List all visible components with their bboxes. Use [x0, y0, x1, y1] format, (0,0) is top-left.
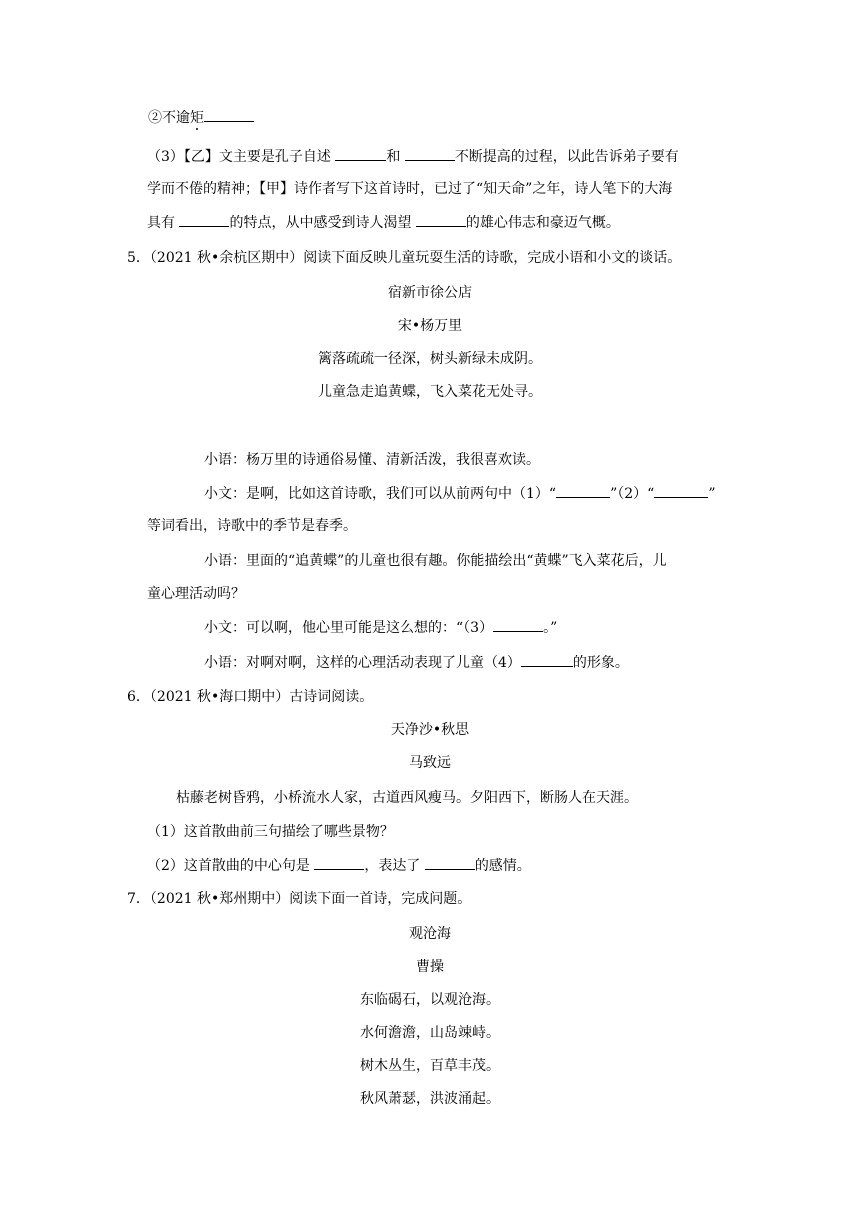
text-segment: ，表达了	[364, 858, 425, 874]
q6-poem-author: 马致远	[409, 755, 451, 771]
answer-blank[interactable]	[556, 483, 610, 498]
text-segment: 的感情。	[474, 858, 531, 874]
text-segment: 不断提高的过程，以此告诉弟子要有	[454, 149, 679, 165]
q7-poem-line-4: 秋风萧瑟，洪波涌起。	[360, 1091, 500, 1107]
q7-poem-line-2: 水何澹澹，山岛竦峙。	[360, 1025, 500, 1041]
q6-poem-title: 天净沙•秋思	[390, 722, 470, 738]
q5-dialogue-3: 小语：里面的“追黄蝶”的儿童也很有趣。你能描绘出“黄蝶”飞入菜花后，儿	[204, 553, 667, 569]
q5-dialogue-5	[204, 652, 629, 673]
text-segment: （3）【乙】文主要是孔子自述	[147, 149, 336, 165]
q5-poem-line-1: 篱落疏疏一径深，树头新绿未成阴。	[318, 351, 542, 367]
text-segment: ”（2）“	[610, 486, 655, 502]
q4-part3-line3	[147, 212, 620, 233]
answer-blank[interactable]	[204, 107, 254, 122]
answer-blank[interactable]	[493, 617, 543, 632]
q5-dialogue-3-cont: 童心理活动吗？	[147, 586, 245, 602]
text-segment: 的雄心伟志和豪迈气概。	[465, 215, 620, 231]
text-segment: 小文：是啊，比如这首诗歌，我们可以从前两句中（1）“	[204, 486, 557, 502]
text-segment: 小语：对啊对啊，这样的心理活动表现了儿童（4）	[204, 655, 521, 671]
answer-blank[interactable]	[314, 855, 364, 870]
answer-blank[interactable]	[335, 146, 386, 161]
text-segment: 具有	[147, 215, 180, 231]
answer-blank[interactable]	[405, 146, 455, 161]
answer-blank[interactable]	[179, 212, 229, 227]
q6-question-1: （1）这首散曲前三句描绘了哪些景物？	[147, 824, 394, 840]
q5-dialogue-2	[204, 483, 715, 504]
q5-dialogue-2-cont: 等词看出，诗歌中的季节是春季。	[147, 518, 357, 534]
q5-poem-author: 宋•杨万里	[397, 318, 463, 334]
q5-header: 5．（2021 秋•余杭区期中）阅读下面反映儿童玩耍生活的诗歌，完成小语和小文的谈话。	[127, 250, 682, 266]
q7-poem-line-1: 东临碣石，以观沧海。	[360, 992, 500, 1008]
q5-poem-title: 宿新市徐公店	[388, 285, 472, 301]
answer-blank[interactable]	[416, 212, 466, 227]
q7-poem-line-3: 树木丛生，百草丰茂。	[360, 1058, 500, 1074]
text-segment: 的形象。	[572, 655, 629, 671]
q5-dialogue-4	[204, 617, 557, 638]
q7-header: 7．（2021 秋•郑州期中）阅读下面一首诗，完成问题。	[127, 891, 472, 907]
text-segment: 的特点，从中感受到诗人渴望	[229, 215, 416, 231]
q4-part3-line2: 学而不倦的精神；【甲】诗作者写下这首诗时，已过了“知天命”之年，诗人笔下的大海	[147, 181, 673, 197]
q4-item2-dotted-char: 矩	[190, 110, 204, 126]
q7-poem-title: 观沧海	[409, 926, 451, 942]
text-segment: ”	[708, 486, 716, 502]
text-segment: 。”	[543, 620, 558, 636]
q5-poem-line-2: 儿童急走追黄蝶，飞入菜花无处寻。	[318, 384, 542, 400]
answer-blank[interactable]	[425, 855, 475, 870]
q4-part3-line1	[147, 146, 679, 167]
q5-dialogue-1: 小语：杨万里的诗通俗易懂、清新活泼，我很喜欢读。	[204, 452, 540, 468]
text-segment: （2）这首散曲的中心句是	[147, 858, 315, 874]
text-segment: 和	[386, 149, 405, 165]
answer-blank[interactable]	[521, 652, 573, 667]
answer-blank[interactable]	[654, 483, 708, 498]
q7-poem-author: 曹操	[416, 959, 444, 975]
text-segment: 小文：可以啊，他心里可能是这么想的：“（3）	[204, 620, 494, 636]
q4-item2-line	[148, 107, 254, 128]
q6-poem-text: 枯藤老树昏鸦，小桥流水人家，古道西风瘦马。夕阳西下，断肠人在天涯。	[176, 790, 638, 806]
q6-header: 6．（2021 秋•海口期中）古诗词阅读。	[127, 689, 374, 705]
q6-question-2	[147, 855, 531, 876]
q4-item2-prefix: ②不逾	[148, 110, 190, 126]
